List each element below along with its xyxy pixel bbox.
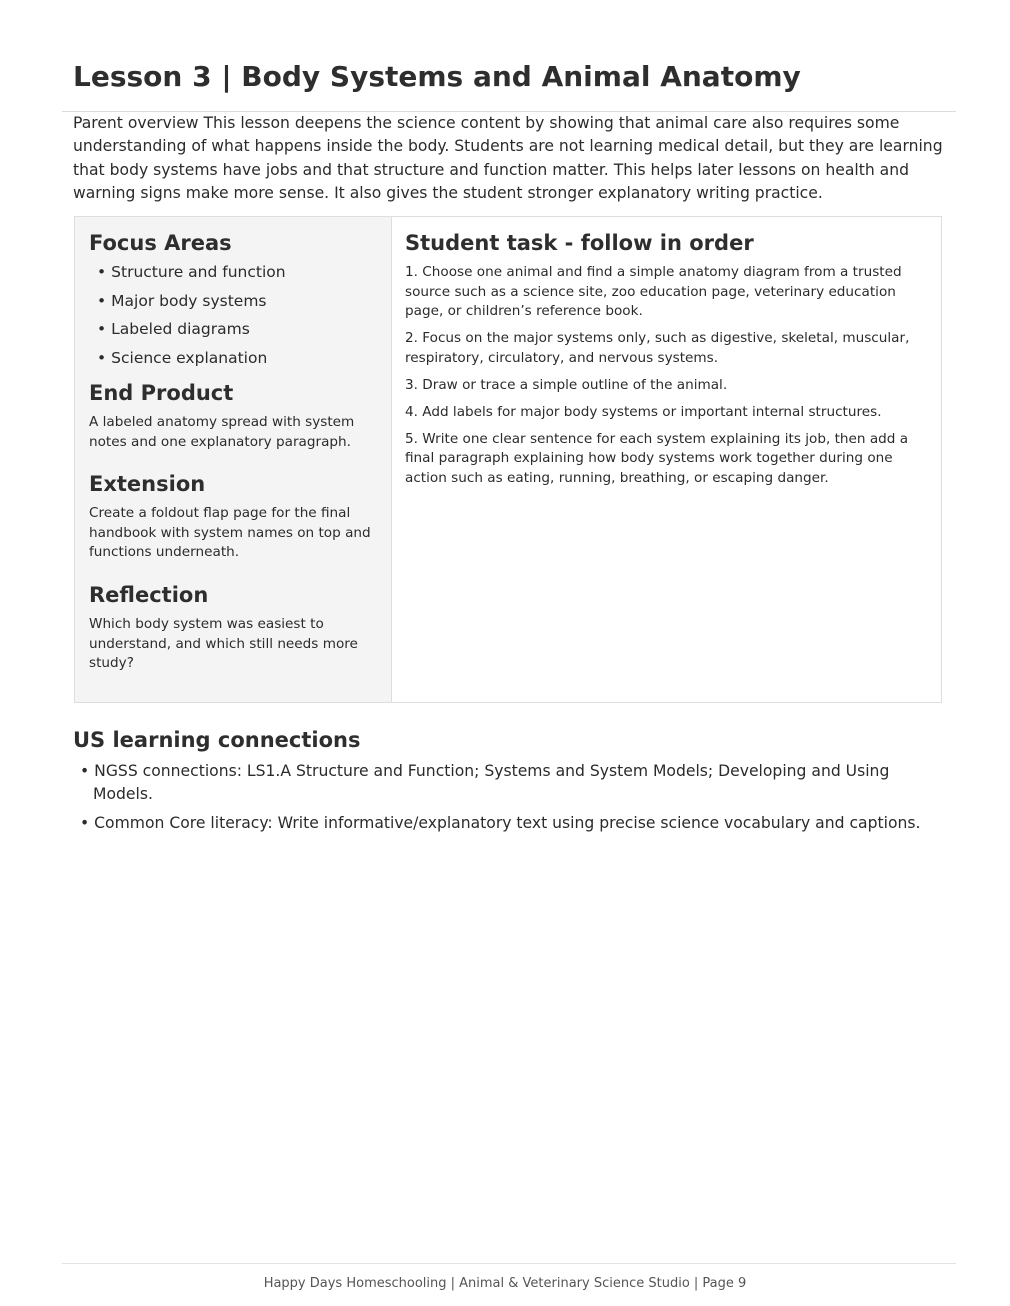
connection-item	[80, 812, 950, 835]
focus-area-label: Labeled diagrams	[111, 320, 250, 339]
focus-area-label: Science explanation	[111, 349, 268, 368]
focus-area-item	[89, 262, 381, 282]
reflection-text: Which body system was easiest to understand, and which still needs more study?	[89, 616, 358, 672]
focus-area-label: Structure and function	[111, 263, 286, 281]
reflection-heading: Reflection	[89, 583, 209, 608]
focus-area-item	[89, 348, 381, 368]
lesson-sidebar	[75, 217, 392, 702]
connection-text: NGSS connections: LS1.A Structure and Function; Systems and System Models; Developing and Using Models.	[93, 762, 890, 803]
task-step: 5. Write one clear sentence for each system explaining its job, then add a final paragraph explaining how body systems work together during one action such as eating, running, breathing, or escaping danger.	[405, 430, 909, 486]
connections-list	[80, 760, 950, 841]
bullet-icon: •	[80, 814, 90, 832]
page-footer: Happy Days Homeschooling | Animal & Veterinary Science Studio | Page 9	[263, 1276, 747, 1291]
extension-text: Create a foldout flap page for the final handbook with system names on top and functions underneath.	[89, 505, 371, 561]
focus-area-item	[89, 319, 381, 339]
focus-areas-list	[89, 262, 381, 368]
task-step: 4. Add labels for major body systems or important internal structures.	[405, 403, 882, 420]
connection-item	[80, 760, 950, 806]
bullet-icon: •	[97, 349, 107, 368]
focus-areas-heading: Focus Areas	[89, 231, 232, 255]
task-step: 1. Choose one animal and find a simple anatomy diagram from a trusted source such as a science site, zoo education page, veterinary education page, or children’s reference book.	[405, 264, 902, 320]
task-step: 2. Focus on the major systems only, such as digestive, skeletal, muscular, respiratory, circulatory, and nervous systems.	[405, 330, 910, 366]
connections-heading: US learning connections	[73, 728, 361, 752]
bullet-icon: •	[80, 762, 90, 780]
end-product-text: A labeled anatomy spread with system notes and one explanatory paragraph.	[89, 414, 355, 450]
parent-overview: Parent overview This lesson deepens the science content by showing that animal care also requires some understanding of what happens inside the body. Students are not learning medical detail, but they are learning that body systems have jobs and that structure and function matter. This helps later lessons on health and warning signs make more sense. It also gives the student stronger explanatory writing practice.	[73, 114, 943, 203]
focus-area-label: Major body systems	[111, 291, 267, 310]
page-title: Lesson 3 | Body Systems and Animal Anatomy	[73, 60, 801, 93]
task-step: 3. Draw or trace a simple outline of the animal.	[405, 376, 728, 393]
focus-area-item	[89, 291, 381, 311]
extension-heading: Extension	[89, 472, 206, 497]
lesson-panel	[74, 216, 942, 703]
connection-text: Common Core literacy: Write informative/explanatory text using precise science vocabulary and captions.	[94, 814, 921, 832]
student-task-steps	[405, 263, 927, 489]
student-task-heading: Student task - follow in order	[405, 231, 754, 255]
bullet-icon: •	[97, 320, 107, 339]
end-product-heading: End Product	[89, 381, 234, 406]
footer-divider	[62, 1263, 956, 1264]
bullet-icon: •	[97, 291, 107, 310]
student-task-panel	[392, 217, 941, 702]
bullet-icon: •	[97, 263, 107, 281]
